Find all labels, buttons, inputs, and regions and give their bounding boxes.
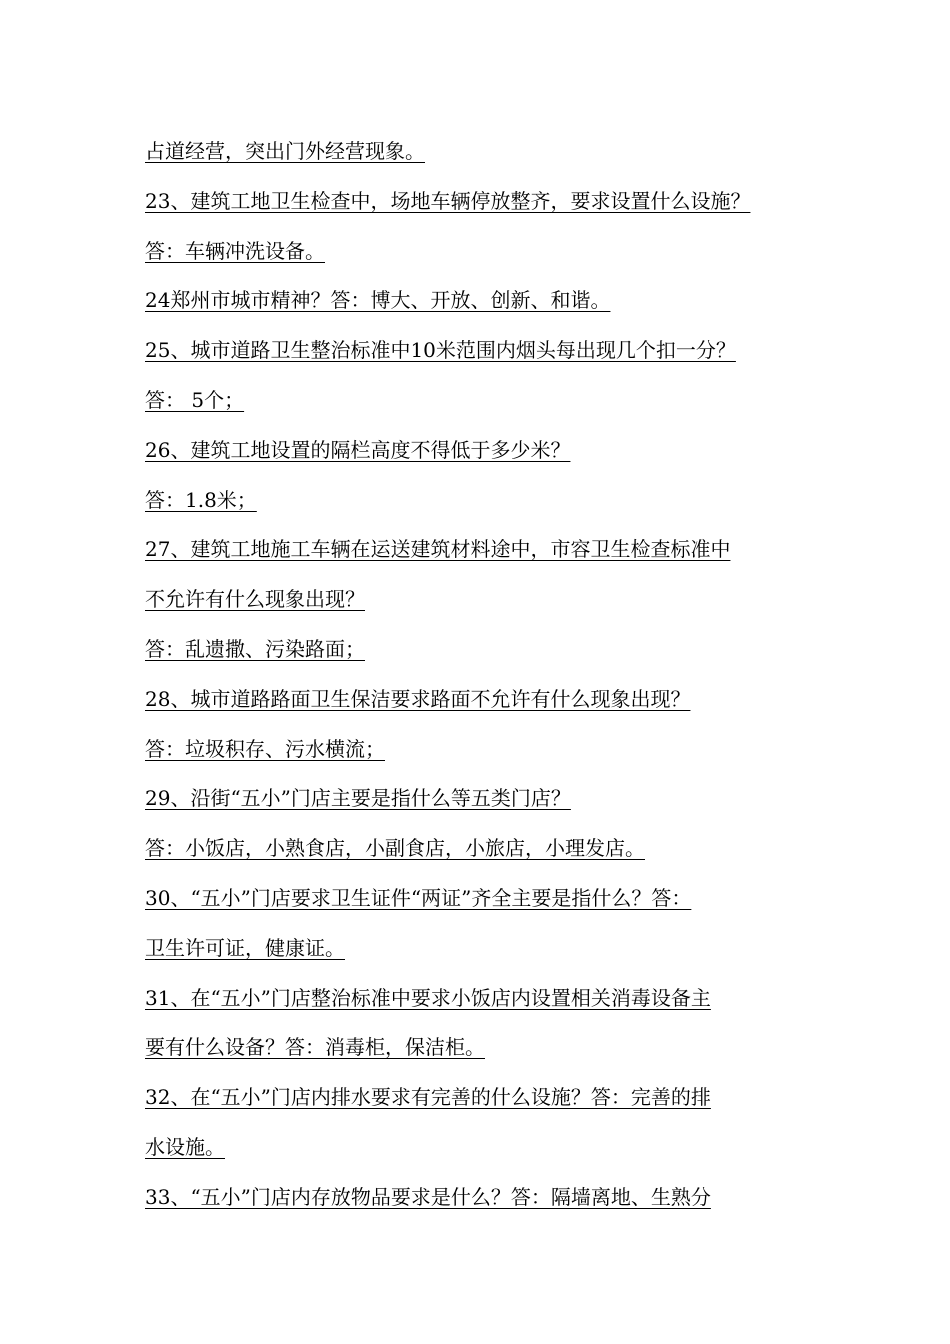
answer-25: 答： 5个； <box>145 387 245 412</box>
question-33: 33、“五小”门店内存放物品要求是什么？答：隔墙离地、生熟分 <box>145 1184 711 1209</box>
question-24: 24郑州市城市精神？答：博大、开放、创新、和谐。 <box>145 288 611 313</box>
question-28: 28、城市道路路面卫生保洁要求路面不允许有什么现象出现？ <box>145 686 691 711</box>
question-25: 25、城市道路卫生整治标准中10米范围内烟头每出现几个扣一分？ <box>145 338 736 363</box>
question-30: 30、“五小”门店要求卫生证件“两证”齐全主要是指什么？答： <box>145 885 692 910</box>
question-29: 29、沿街“五小”门店主要是指什么等五类门店？ <box>145 786 571 811</box>
text-line: 占道经营，突出门外经营现象。 <box>145 139 425 163</box>
answer-29: 答：小饭店，小熟食店，小副食店，小旅店，小理发店。 <box>145 836 645 861</box>
answer-26: 答：1.8米； <box>145 487 257 512</box>
question-31: 31、在“五小”门店整治标准中要求小饭店内设置相关消毒设备主 <box>145 985 711 1010</box>
answer-28: 答：垃圾积存、污水横流； <box>145 736 385 761</box>
document-body <box>145 131 835 1227</box>
question-26: 26、建筑工地设置的隔栏高度不得低于多少米？ <box>145 437 571 462</box>
question-23: 23、建筑工地卫生检查中，场地车辆停放整齐，要求设置什么设施？ <box>145 188 751 213</box>
question-27-cont: 不允许有什么现象出现？ <box>145 587 365 612</box>
question-32: 32、在“五小”门店内排水要求有完善的什么设施？答：完善的排 <box>145 1085 711 1110</box>
question-31-cont: 要有什么设备？答：消毒柜，保洁柜。 <box>145 1035 485 1060</box>
question-27: 27、建筑工地施工车辆在运送建筑材料途中，市容卫生检查标准中 <box>145 537 731 562</box>
answer-30: 卫生许可证，健康证。 <box>145 935 345 960</box>
answer-23: 答：车辆冲洗设备。 <box>145 238 325 263</box>
question-32-cont: 水设施。 <box>145 1134 225 1159</box>
answer-27: 答：乱遗撒、污染路面； <box>145 636 365 661</box>
